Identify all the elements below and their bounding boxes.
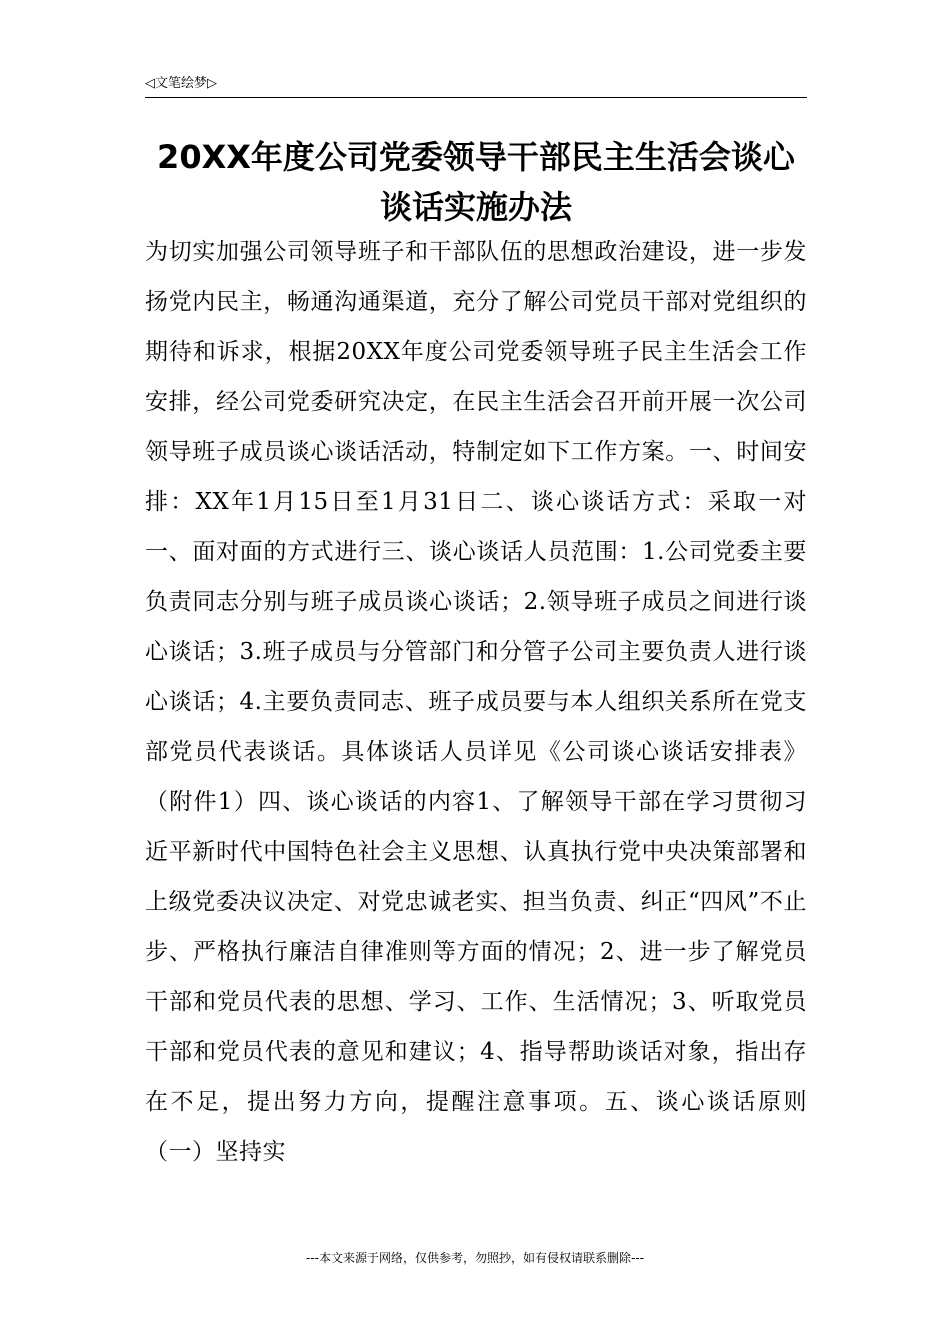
page-header: ◁文笔绘梦▷ <box>145 76 217 91</box>
page-footer: ---本文来源于网络，仅供参考，勿照抄，如有侵权请联系删除--- <box>306 1251 644 1265</box>
document-title: 20XX年度公司党委领导干部民主生活会谈心谈话实施办法 <box>157 138 795 226</box>
document-body: 为切实加强公司领导班子和干部队伍的思想政治建设，进一步发扬党内民主，畅通沟通渠道，充分了解公司党员干部对党组织的期待和诉求，根据20XX年度公司党委领导班子民主生活会工作安排，经公司党委研究决定，在民主生活会召开前开展一次公司领导班子成员谈心谈话活动，特制定如下工作方案。一、时间安排：XX年1月15日至1月31日二、谈心谈话方式：采取一对一、面对面的方式进行三、谈心谈话人员范围：1.公司党委主要负责同志分别与班子成员谈心谈话；2.领导班子成员之间进行谈心谈话；3.班子成员与分管部门和分管子公司主要负责人进行谈心谈话；4.主要负责同志、班子成员要与本人组织关系所在党支部党员代表谈话。具体谈话人员详见《公司谈心谈话安排表》（附件1）四、谈心谈话的内容1、了解领导干部在学习贯彻习近平新时代中国特色社会主义思想、认真执行党中央决策部署和上级党委决议决定、对党忠诚老实、担当负责、纠正“四风”不止步、严格执行廉洁自律准则等方面的情况；2、进一步了解党员干部和党员代表的思想、学习、工作、生活情况；3、听取党员干部和党员代表的意见和建议；4、指导帮助谈话对象，指出存在不足，提出努力方向，提醒注意事项。五、谈心谈话原则（一）坚持实 <box>145 239 807 1165</box>
header-divider <box>145 97 807 98</box>
